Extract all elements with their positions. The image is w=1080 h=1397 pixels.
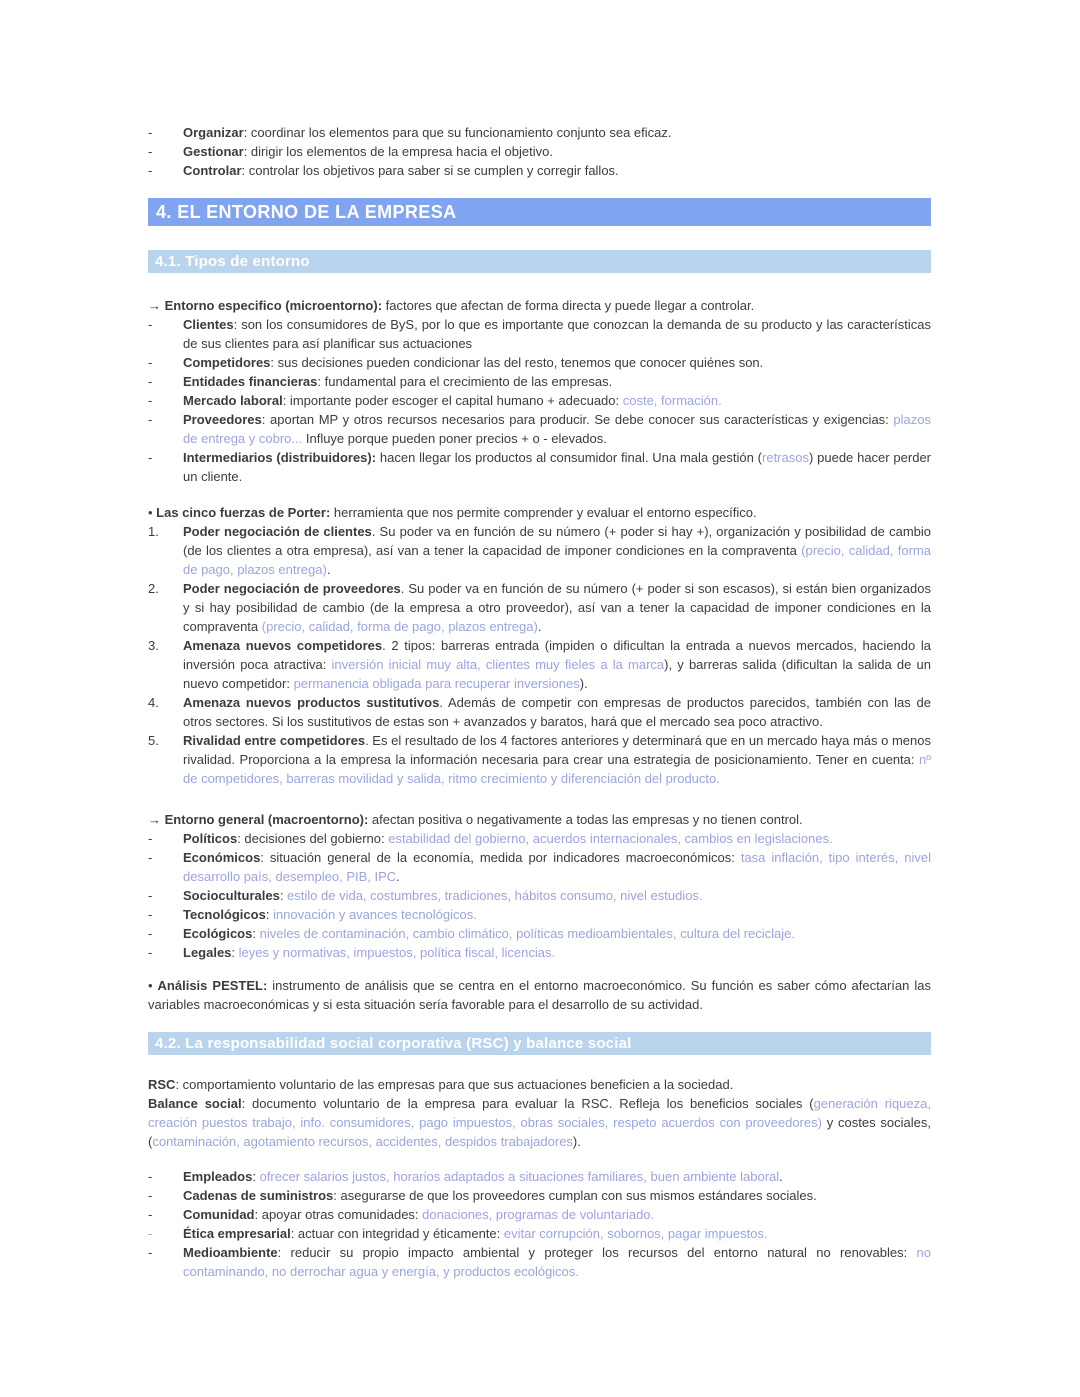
text-segment: estilo de vida, costumbres, tradiciones, hábitos consumo, nivel estudios. <box>287 888 703 903</box>
text-segment: tasa inflación, tipo interés, nivel desarrollo país, desempleo, PIB, IPC <box>183 850 931 884</box>
text-segment: donaciones, programas de voluntariado. <box>422 1207 655 1222</box>
list-item-text <box>183 848 931 886</box>
list-item <box>148 1205 931 1224</box>
list-item <box>148 731 931 788</box>
text-segment: innovación y avances tecnológicos. <box>273 907 477 922</box>
text-segment: . Es el resultado de los 4 factores anteriores y determinará que en un mercado haya más o menos rivalidad. Proporciona a la empresa la información necesaria para crear una estrategia de posicionamiento. Tener en cuenta: <box>183 733 931 767</box>
intro-list <box>148 123 931 180</box>
list-marker: - <box>148 926 153 941</box>
text-segment: Organizar <box>183 125 244 140</box>
text-segment: . <box>779 1169 783 1184</box>
list-item <box>148 943 931 962</box>
rsc-list <box>148 1167 931 1281</box>
text-segment: RSC <box>148 1077 176 1092</box>
text-segment: (precio, calidad, forma de pago, plazos entrega) <box>183 543 931 577</box>
list-item-text <box>183 522 931 579</box>
list-item-text <box>183 1167 931 1186</box>
text-segment: no contaminando, no derrochar agua y energía, y productos ecológicos. <box>183 1245 931 1279</box>
list-item <box>148 142 931 161</box>
text-segment: • <box>148 978 158 993</box>
text-segment: Ética empresarial <box>183 1226 291 1241</box>
text-segment: Comunidad <box>183 1207 255 1222</box>
text-segment: Empleados <box>183 1169 253 1184</box>
porter-intro <box>148 503 931 522</box>
list-marker: - <box>148 831 153 846</box>
list-item <box>148 579 931 636</box>
list-item <box>148 522 931 579</box>
text-segment: Poder negociación de clientes <box>183 524 372 539</box>
text-segment: → <box>148 298 165 313</box>
text-segment: . Además de competir con empresas de productos parecidos, también con las de otros sectores. Si los sustitutivos de estas son + avanzados y baratos, hará que el mercado sea poco atractivo. <box>183 695 931 729</box>
list-item-text <box>183 353 931 372</box>
text-segment: : situación general de la economía, medida por indicadores macroeconómicos: <box>260 850 741 865</box>
text-segment: Entorno especifico (microentorno): <box>164 298 383 313</box>
text-segment: ). <box>579 676 588 691</box>
porter-list <box>148 522 931 788</box>
macro-intro <box>148 810 931 829</box>
text-segment: Entorno general (macroentorno): <box>164 812 369 827</box>
list-marker: - <box>148 163 153 178</box>
list-marker: - <box>148 374 153 389</box>
text-segment: Medioambiente <box>183 1245 278 1260</box>
text-segment: Cadenas de suministros <box>183 1188 334 1203</box>
text-segment: evitar corrupción, sobornos, pagar impuestos. <box>503 1226 768 1241</box>
list-marker: - <box>148 1188 153 1203</box>
list-item <box>148 391 931 410</box>
list-item-text <box>183 372 931 391</box>
list-marker: - <box>148 888 153 903</box>
text-segment: . 2 tipos: barreras entrada (impiden o dificultan la entrada a nuevos mercados, haciendo la inversión poca atractiva: <box>183 638 931 672</box>
list-item <box>148 924 931 943</box>
list-item-text <box>183 905 931 924</box>
text-segment: Rivalidad entre competidores <box>183 733 366 748</box>
text-segment: ofrecer salarios justos, horarios adaptados a situaciones familiares, buen ambiente laboral <box>259 1169 780 1184</box>
text-segment: coste, formación. <box>622 393 722 408</box>
list-item-text <box>183 693 931 731</box>
list-item-text <box>183 636 931 693</box>
text-segment: : dirigir los elementos de la empresa hacia el objetivo. <box>243 144 553 159</box>
text-segment: : <box>252 1169 260 1184</box>
list-marker: - <box>148 144 153 159</box>
list-marker: 2. <box>148 581 159 596</box>
list-marker: - <box>148 1226 153 1241</box>
text-segment: : reducir su propio impacto ambiental y proteger los recursos del entorno natural no renovables: <box>277 1245 917 1260</box>
text-segment: ). <box>572 1134 581 1149</box>
list-marker: 1. <box>148 524 159 539</box>
list-item-text <box>183 391 931 410</box>
text-segment: Competidores <box>183 355 271 370</box>
list-item-text <box>183 924 931 943</box>
list-item <box>148 693 931 731</box>
list-item <box>148 1224 931 1243</box>
list-marker: 3. <box>148 638 159 653</box>
text-segment: afectan positiva o negativamente a todas las empresas y no tienen control. <box>368 812 803 827</box>
text-segment: . Su poder va en función de su número (+ poder si son escasos), si están bien organizados y si hay posibilidad de cambio (de la empresa a otro proveedor), así van a tener la capacidad de imponer condiciones en la compraventa <box>183 581 931 634</box>
text-segment: Las cinco fuerzas de Porter: <box>156 505 331 520</box>
list-item <box>148 1167 931 1186</box>
list-item <box>148 372 931 391</box>
text-segment: ) puede hacer perder un cliente. <box>183 450 932 484</box>
text-segment: Socioculturales <box>183 888 280 903</box>
macro-list <box>148 829 931 962</box>
text-segment: : <box>252 926 260 941</box>
text-segment: ), y barreras salida (dificultan la salida de un nuevo competidor: <box>183 657 931 691</box>
list-item <box>148 905 931 924</box>
text-segment: hacen llegar los productos al consumidor final. Una mala gestión ( <box>376 450 763 465</box>
text-segment: nº de competidores, barreras movilidad y salida, ritmo crecimiento y diferenciación del producto. <box>183 752 931 786</box>
micro-intro <box>148 296 931 315</box>
list-item-text <box>183 315 931 353</box>
list-item <box>148 410 931 448</box>
subheading-42: 4.2. La responsabilidad social corporativa (RSC) y balance social <box>148 1032 931 1055</box>
list-marker: 4. <box>148 695 159 710</box>
text-segment: • <box>148 505 157 520</box>
text-segment: permanencia obligada para recuperar inversiones <box>293 676 580 691</box>
text-segment: : decisiones del gobierno: <box>237 831 389 846</box>
text-segment: factores que afectan de forma directa y puede llegar a controlar. <box>382 298 755 313</box>
list-item <box>148 829 931 848</box>
text-segment: : documento voluntario de la empresa para evaluar la RSC. Refleja los beneficios sociales ( <box>241 1096 814 1111</box>
list-item <box>148 636 931 693</box>
list-item <box>148 161 931 180</box>
list-marker: - <box>148 1207 153 1222</box>
text-segment: : actuar con integridad y éticamente: <box>290 1226 504 1241</box>
text-segment: : sus decisiones pueden condicionar las del resto, tenemos que conocer quiénes son. <box>270 355 764 370</box>
main-heading: 4. EL ENTORNO DE LA EMPRESA <box>148 198 931 226</box>
text-segment: Amenaza nuevos productos sustitutivos <box>183 695 440 710</box>
list-item-text <box>183 123 931 142</box>
text-segment: . Su poder va en función de su número (+ poder si hay +), organización y posibilidad de cambio (de los clientes a otra empresa), así van a tener la capacidad de imponer condiciones en la compraventa <box>183 524 931 558</box>
list-item-text <box>183 1186 931 1205</box>
text-segment: : asegurarse de que los proveedores cumplan con sus mismos estándares sociales. <box>333 1188 817 1203</box>
text-segment: y costes sociales, ( <box>148 1115 931 1149</box>
text-segment: Clientes <box>183 317 234 332</box>
list-item <box>148 353 931 372</box>
list-item-text <box>183 448 931 486</box>
text-segment: Influye porque pueden poner precios + o - elevados. <box>302 431 607 446</box>
text-segment: : <box>265 907 274 922</box>
text-segment: : aportan MP y otros recursos necesarios para producir. Se debe conocer sus características y exigencias: <box>261 412 894 427</box>
list-marker: - <box>148 317 153 332</box>
list-item <box>148 886 931 905</box>
list-marker: - <box>148 1245 153 1260</box>
text-segment: : coordinar los elementos para que su funcionamiento conjunto sea eficaz. <box>243 125 672 140</box>
text-segment: → <box>148 812 165 827</box>
list-marker: - <box>148 412 153 427</box>
subheading-41: 4.1. Tipos de entorno <box>148 250 931 273</box>
text-segment: Intermediarios (distribuidores): <box>183 450 377 465</box>
text-segment: : <box>279 888 288 903</box>
text-segment: Tecnológicos <box>183 907 266 922</box>
text-segment: Controlar <box>183 163 242 178</box>
text-segment: instrumento de análisis que se centra en el entorno macroeconómico. Su función es saber cómo afectarían las variables macroeconómicas y si esta situación sería favorable para el desarrollo de su actividad. <box>148 978 931 1012</box>
text-segment: contaminación, agotamiento recursos, accidentes, despidos trabajadores <box>152 1134 573 1149</box>
list-marker: - <box>148 450 153 465</box>
text-segment: : importante poder escoger el capital humano + adecuado: <box>282 393 623 408</box>
text-segment: Mercado laboral <box>183 393 283 408</box>
text-segment: Ecológicos <box>183 926 253 941</box>
list-item-text <box>183 943 931 962</box>
text-segment: retrasos <box>762 450 809 465</box>
text-segment: (precio, calidad, forma de pago, plazos entrega) <box>261 619 538 634</box>
text-segment: . <box>537 619 542 634</box>
text-segment: : son los consumidores de ByS, por lo que es importante que conozcan la demanda de su producto y las características de sus clientes para así planificar sus actuaciones <box>183 317 931 351</box>
text-segment: inversión inicial muy alta, clientes muy fieles a la marca <box>331 657 665 672</box>
list-item-text <box>183 886 931 905</box>
text-segment: : controlar los objetivos para saber si se cumplen y corregir fallos. <box>241 163 619 178</box>
list-item-text <box>183 579 931 636</box>
micro-list <box>148 315 931 486</box>
list-item <box>148 448 931 486</box>
list-marker: - <box>148 850 153 865</box>
rsc-paragraph <box>148 1075 931 1094</box>
list-item <box>148 1243 931 1281</box>
text-segment: herramienta que nos permite comprender y evaluar el entorno específico. <box>330 505 757 520</box>
text-segment: Políticos <box>183 831 238 846</box>
list-item-text <box>183 410 931 448</box>
list-item-text <box>183 1224 931 1243</box>
list-item-text <box>183 161 931 180</box>
list-marker: - <box>148 125 153 140</box>
text-segment: Gestionar <box>183 144 244 159</box>
list-item <box>148 1186 931 1205</box>
text-segment: plazos de entrega y cobro... <box>183 412 931 446</box>
list-item-text <box>183 1243 931 1281</box>
list-marker: - <box>148 907 153 922</box>
list-item-text <box>183 731 931 788</box>
list-item <box>148 848 931 886</box>
text-segment: : apoyar otras comunidades: <box>254 1207 423 1222</box>
text-segment: Legales <box>183 945 232 960</box>
text-segment: : fundamental para el crecimiento de las empresas. <box>317 374 613 389</box>
list-marker: - <box>148 1169 153 1184</box>
text-segment: . <box>396 869 400 884</box>
text-segment: Análisis PESTEL: <box>157 978 268 993</box>
text-segment: Poder negociación de proveedores <box>183 581 401 596</box>
balance-paragraph <box>148 1094 931 1151</box>
text-segment: : <box>231 945 239 960</box>
list-marker: 5. <box>148 733 159 748</box>
text-segment: estabilidad del gobierno, acuerdos internacionales, cambios en legislaciones. <box>388 831 833 846</box>
list-item-text <box>183 142 931 161</box>
list-item <box>148 315 931 353</box>
list-item-text <box>183 829 931 848</box>
text-segment: Entidades financieras <box>183 374 318 389</box>
text-segment: Amenaza nuevos competidores <box>183 638 383 653</box>
text-segment: : comportamiento voluntario de las empresas para que sus actuaciones beneficien a la sociedad. <box>175 1077 734 1092</box>
text-segment: Proveedores <box>183 412 262 427</box>
list-marker: - <box>148 355 153 370</box>
text-segment: . <box>326 562 331 577</box>
pestel-paragraph <box>148 976 931 1014</box>
list-marker: - <box>148 945 153 960</box>
list-item-text <box>183 1205 931 1224</box>
text-segment: Balance social <box>148 1096 242 1111</box>
text-segment: niveles de contaminación, cambio climático, políticas medioambientales, cultura del reciclaje. <box>259 926 796 941</box>
list-marker: - <box>148 393 153 408</box>
text-segment: leyes y normativas, impuestos, política fiscal, licencias. <box>238 945 556 960</box>
list-item <box>148 123 931 142</box>
text-segment: generación riqueza, creación puestos trabajo, info. consumidores, pago impuestos, obras sociales, respeto acuerdos con proveedores) <box>148 1096 931 1130</box>
text-segment: Económicos <box>183 850 261 865</box>
